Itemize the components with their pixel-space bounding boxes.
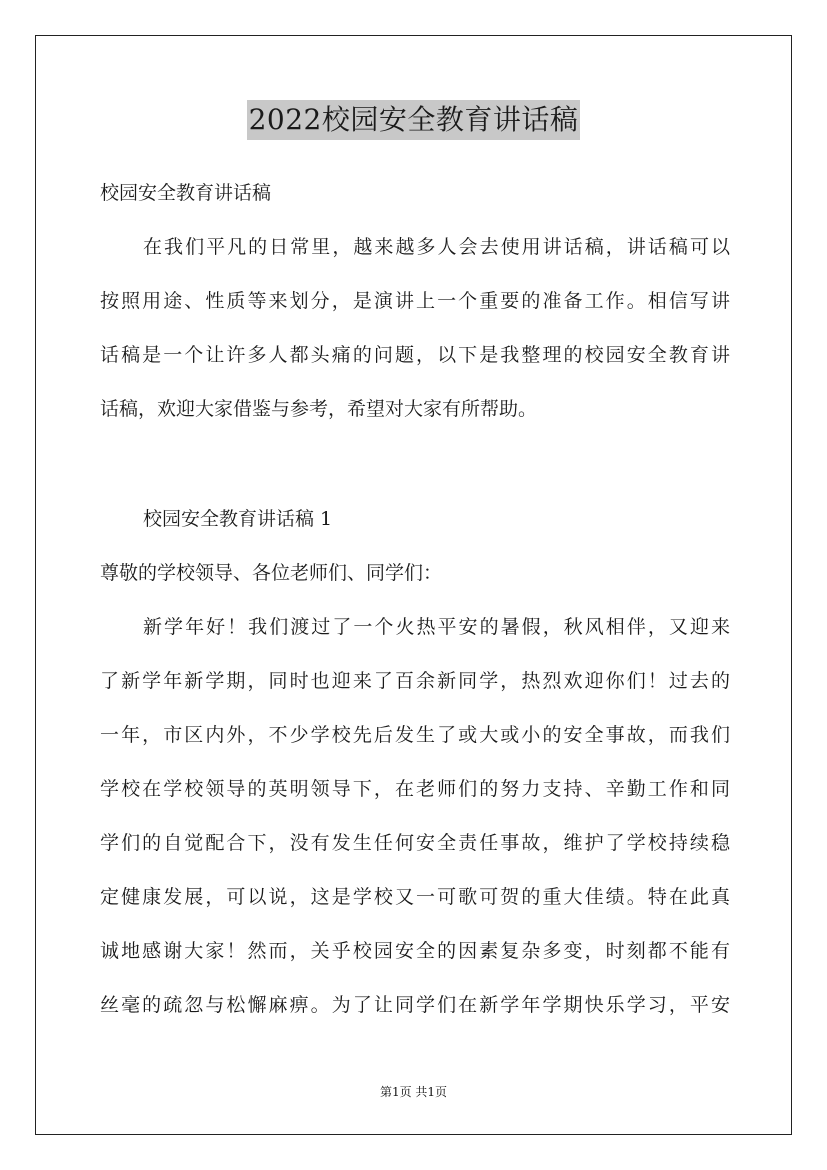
document-title: 2022校园安全教育讲话稿 <box>247 100 581 140</box>
intro-line: 在我们平凡的日常里，越来越多人会去使用讲话稿，讲话稿可以 <box>143 236 730 258</box>
subtitle: 校园安全教育讲话稿 <box>100 182 272 204</box>
body-line: 一年，市区内外，不少学校先后发生了或大或小的安全事故，而我们 <box>100 724 730 746</box>
salutation: 尊敬的学校领导、各位老师们、同学们： <box>100 562 443 584</box>
body-line: 学校在学校领导的英明领导下，在老师们的努力支持、辛勤工作和同 <box>100 778 730 800</box>
section-heading: 校园安全教育讲话稿 1 <box>143 508 333 530</box>
intro-line: 按照用途、性质等来划分，是演讲上一个重要的准备工作。相信写讲 <box>100 290 730 312</box>
title-container <box>0 100 827 140</box>
intro-line: 话稿是一个让许多人都头痛的问题，以下是我整理的校园安全教育讲 <box>100 344 730 366</box>
page-footer: 第1页 共1页 <box>379 1085 448 1099</box>
body-line: 了新学年新学期，同时也迎来了百余新同学，热烈欢迎你们！过去的 <box>100 670 730 692</box>
body-line: 丝毫的疏忽与松懈麻痹。为了让同学们在新学年学期快乐学习，平安 <box>100 994 730 1016</box>
body-line: 定健康发展，可以说，这是学校又一可歌可贺的重大佳绩。特在此真 <box>100 886 730 908</box>
body-line: 新学年好！我们渡过了一个火热平安的暑假，秋风相伴，又迎来 <box>143 616 730 638</box>
body-line: 学们的自觉配合下，没有发生任何安全责任事故，维护了学校持续稳 <box>100 832 730 854</box>
body-line: 诚地感谢大家！然而，关乎校园安全的因素复杂多变，时刻都不能有 <box>100 940 730 962</box>
intro-line: 话稿，欢迎大家借鉴与参考，希望对大家有所帮助。 <box>100 398 538 420</box>
